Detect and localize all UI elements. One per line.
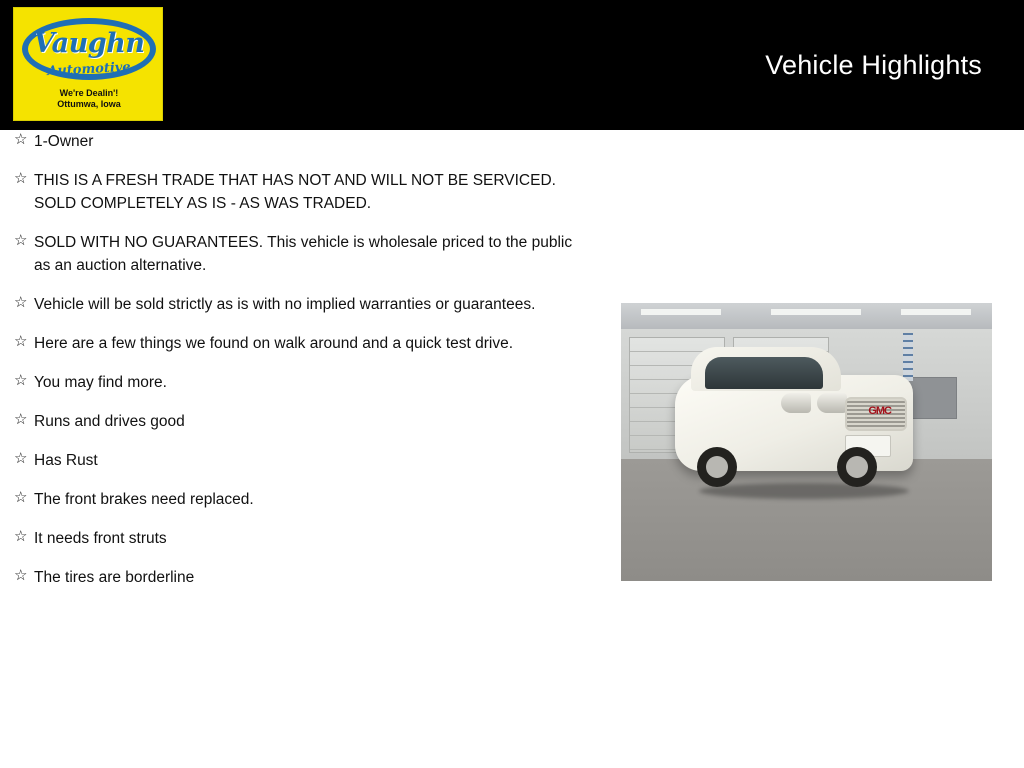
header-bar	[0, 0, 1024, 130]
list-item-label: You may find more.	[34, 374, 167, 391]
garage-ceiling	[621, 303, 992, 329]
vehicle-photo	[621, 303, 992, 581]
list-item	[0, 566, 600, 589]
star-bullet-icon: ☆	[14, 528, 28, 545]
list-item-label: It needs front struts	[34, 530, 167, 547]
dealer-logo	[13, 7, 163, 121]
star-bullet-icon: ☆	[14, 567, 28, 584]
list-item	[0, 527, 600, 550]
list-item-label: Runs and drives good	[34, 413, 185, 430]
list-item	[0, 488, 600, 511]
star-bullet-icon: ☆	[14, 411, 28, 428]
star-bullet-icon: ☆	[14, 294, 28, 311]
vehicle-headlight	[781, 393, 811, 413]
vehicle-wheel	[697, 447, 737, 487]
logo-tagline-2: Ottumwa, Iowa	[57, 99, 121, 109]
star-bullet-icon: ☆	[14, 450, 28, 467]
list-item	[0, 231, 600, 277]
list-item	[0, 169, 600, 215]
logo-sub-text: Automotive	[46, 59, 132, 80]
star-bullet-icon: ☆	[14, 232, 28, 249]
star-bullet-icon: ☆	[14, 489, 28, 506]
list-item-label: Vehicle will be sold strictly as is with no implied warranties or guarantees.	[34, 296, 536, 313]
list-item	[0, 449, 600, 472]
vehicle-badge: GMC	[868, 405, 891, 417]
ceiling-light	[641, 309, 721, 315]
star-bullet-icon: ☆	[14, 333, 28, 350]
list-item	[0, 130, 600, 153]
list-item-label: 1-Owner	[34, 133, 94, 150]
list-item-label: Has Rust	[34, 452, 98, 469]
star-bullet-icon: ☆	[14, 170, 28, 187]
list-item-label: The front brakes need replaced.	[34, 491, 254, 508]
vehicle-windshield	[705, 357, 823, 389]
vehicle-headlight	[817, 393, 847, 413]
ceiling-light	[771, 309, 861, 315]
list-item-label: THIS IS A FRESH TRADE THAT HAS NOT AND WILL NOT BE SERVICED. SOLD COMPLETELY AS IS - AS WAS TRADED.	[34, 172, 556, 212]
list-item-label: Here are a few things we found on walk around and a quick test drive.	[34, 335, 514, 352]
list-item-label: The tires are borderline	[34, 569, 195, 586]
list-item	[0, 293, 600, 316]
vehicle-illustration	[669, 339, 919, 514]
star-bullet-icon: ☆	[14, 131, 28, 148]
ceiling-light	[901, 309, 971, 315]
vehicle-shadow	[699, 483, 909, 499]
page-title: Vehicle Highlights	[765, 50, 982, 80]
highlights-list	[0, 130, 600, 605]
list-item-label: SOLD WITH NO GUARANTEES. This vehicle is wholesale priced to the public as an auction alternative.	[34, 234, 573, 274]
list-item	[0, 332, 600, 355]
logo-tagline-1: We're Dealin'!	[59, 88, 119, 98]
list-item	[0, 371, 600, 394]
star-bullet-icon: ☆	[14, 372, 28, 389]
list-item	[0, 410, 600, 433]
vehicle-wheel	[837, 447, 877, 487]
logo-brand-text: Vaughn	[33, 28, 145, 59]
